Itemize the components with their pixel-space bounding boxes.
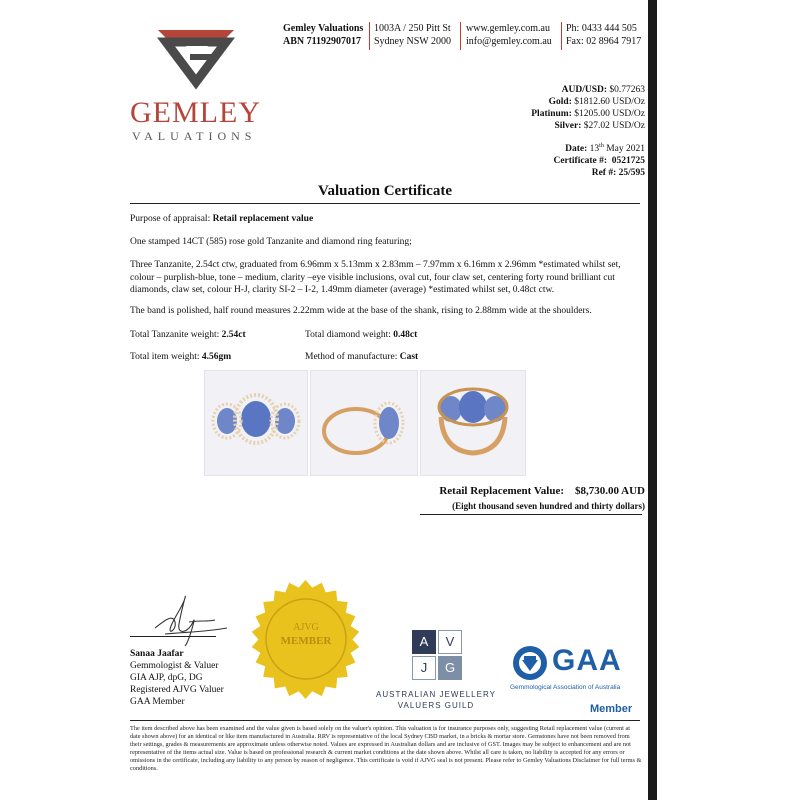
signature-icon	[145, 592, 235, 648]
rrv-words: (Eight thousand seven hundred and thirty dollars)	[452, 501, 645, 511]
gemley-logo-icon	[150, 24, 242, 90]
ajvg-logo: A V J G	[412, 630, 462, 680]
footer-rule	[130, 720, 640, 721]
retail-replacement-value: Retail Replacement Value: $8,730.00 AUD	[439, 485, 645, 497]
rrv-amount: $8,730.00 AUD	[575, 485, 645, 497]
email-link[interactable]: info@gemley.com.au	[466, 36, 552, 47]
gold-rate: $1812.60 USD/Oz	[574, 97, 645, 107]
tanzanite-weight: Total Tanzanite weight: 2.54ct	[130, 330, 246, 340]
ring-back-photo	[420, 370, 526, 476]
certificate-meta: Date: 13th May 2021 Certificate #: 0521725 Ref #: 25/595	[553, 143, 645, 179]
gaa-name: GAA	[552, 644, 622, 677]
address-block	[374, 22, 451, 48]
ring-side-image	[311, 371, 417, 475]
signer-block: Sanaa Jaafar Gemmologist & Valuer GIA AJP, dpG, DG Registered AJVG Valuer GAA Member	[130, 649, 224, 707]
diamond-weight: Total diamond weight: 0.48ct	[305, 330, 418, 340]
fax: Fax: 02 8964 7917	[566, 36, 642, 47]
ajvg-member-seal-icon	[245, 578, 367, 700]
aud-usd-rate: $0.77263	[609, 85, 645, 95]
seal-text-mid: MEMBER	[280, 635, 332, 647]
header-divider	[460, 22, 461, 50]
gaa-globe-icon	[512, 645, 548, 681]
company-block	[283, 22, 363, 48]
disclaimer: The item described above has been examined and the value given is based solely on the valuer's opinion. This valuation is for insurance purposes only, suggesting Retail replacement value (current at date shown above) for an identical or like item manufactured in Australia. RRV is representative of the local Sydney CBD market, in a bricks & mortar store. Gemstones have not been removed from their settings, grades & measurements are approximate unless otherwise noted. Values are expressed in Australian dollars and are inclusive of GST. Images may be subject to enhancement and are not representative of the items actual size. Value is based on professional research & current market conditions at the date shown above. Whilst all care is taken, no liability is accepted for any errors or omissions in the certificate, including any liability to any person by reason of negligence. This certificate is void if AJVG seal is not present. Please refer to Gemley Valuations Disclaimer for full terms & conditions.	[130, 725, 642, 772]
title-rule	[130, 203, 640, 204]
platinum-rate: $1205.00 USD/Oz	[574, 109, 645, 119]
rrv-rule	[420, 514, 642, 515]
header-divider	[369, 22, 370, 50]
company-name: Gemley Valuations	[283, 23, 364, 34]
address-line1: 1003A / 250 Pitt St	[374, 23, 451, 34]
gaa-full-name: Gemmological Association of Australia	[510, 684, 621, 691]
brand-name: GEMLEY	[130, 96, 261, 129]
description-band: The band is polished, half round measures 2.22mm wide at the base of the shank, rising to 2.88mm wide at the shoulders.	[130, 306, 592, 316]
ref-number: 25/595	[618, 168, 645, 179]
description-intro: One stamped 14CT (585) rose gold Tanzanite and diamond ring featuring;	[130, 237, 412, 247]
header-divider	[561, 22, 562, 50]
ajvg-name: AUSTRALIAN JEWELLERY VALUERS GUILD	[376, 690, 496, 710]
ring-front-image	[205, 371, 307, 475]
page-edge-bar	[648, 0, 657, 800]
phone-block	[566, 22, 641, 48]
description-stones: Three Tanzanite, 2.54ct ctw, graduated from 6.96mm x 5.13mm x 2.83mm – 7.97mm x 6.16mm x 2.96mm *estimated whilst set, colour – purplish-blue, tone – medium, clarity –eye visible inclusions, oval cut, four claw set, centering forty round brilliant cut diamonds, claw set, colour H-J, clarity SI-2 – I-2, 1.49mm diameter (average) *estimated whilst set, 0.48ct ctw.	[130, 260, 621, 295]
brand-subtitle: VALUATIONS	[132, 129, 257, 143]
gaa-member: Member	[590, 703, 633, 715]
metal-rates: AUD/USD: $0.77263 Gold: $1812.60 USD/Oz Platinum: $1205.00 USD/Oz Silver: $27.02 USD/Oz	[531, 85, 645, 131]
ring-front-photo	[204, 370, 308, 476]
page-title: Valuation Certificate	[317, 183, 452, 199]
manufacture-method: Method of manufacture: Cast	[305, 352, 419, 362]
phone: Ph: 0433 444 505	[566, 23, 637, 34]
web-block	[466, 22, 552, 48]
silver-rate: $27.02 USD/Oz	[583, 121, 645, 131]
ring-back-image	[421, 371, 525, 475]
signer-name: Sanaa Jaafar	[130, 649, 184, 659]
item-weight: Total item weight: 4.56gm	[130, 352, 232, 362]
purpose-line: Purpose of appraisal: Retail replacement value	[130, 214, 314, 224]
website-link[interactable]: www.gemley.com.au	[466, 23, 550, 34]
ring-side-photo	[310, 370, 418, 476]
company-abn: ABN 71192907017	[283, 36, 362, 47]
certificate-number: 0521725	[611, 156, 645, 167]
signature-line	[130, 636, 216, 637]
address-line2: Sydney NSW 2000	[374, 36, 452, 47]
seal-text-top: AJVG	[293, 622, 319, 633]
